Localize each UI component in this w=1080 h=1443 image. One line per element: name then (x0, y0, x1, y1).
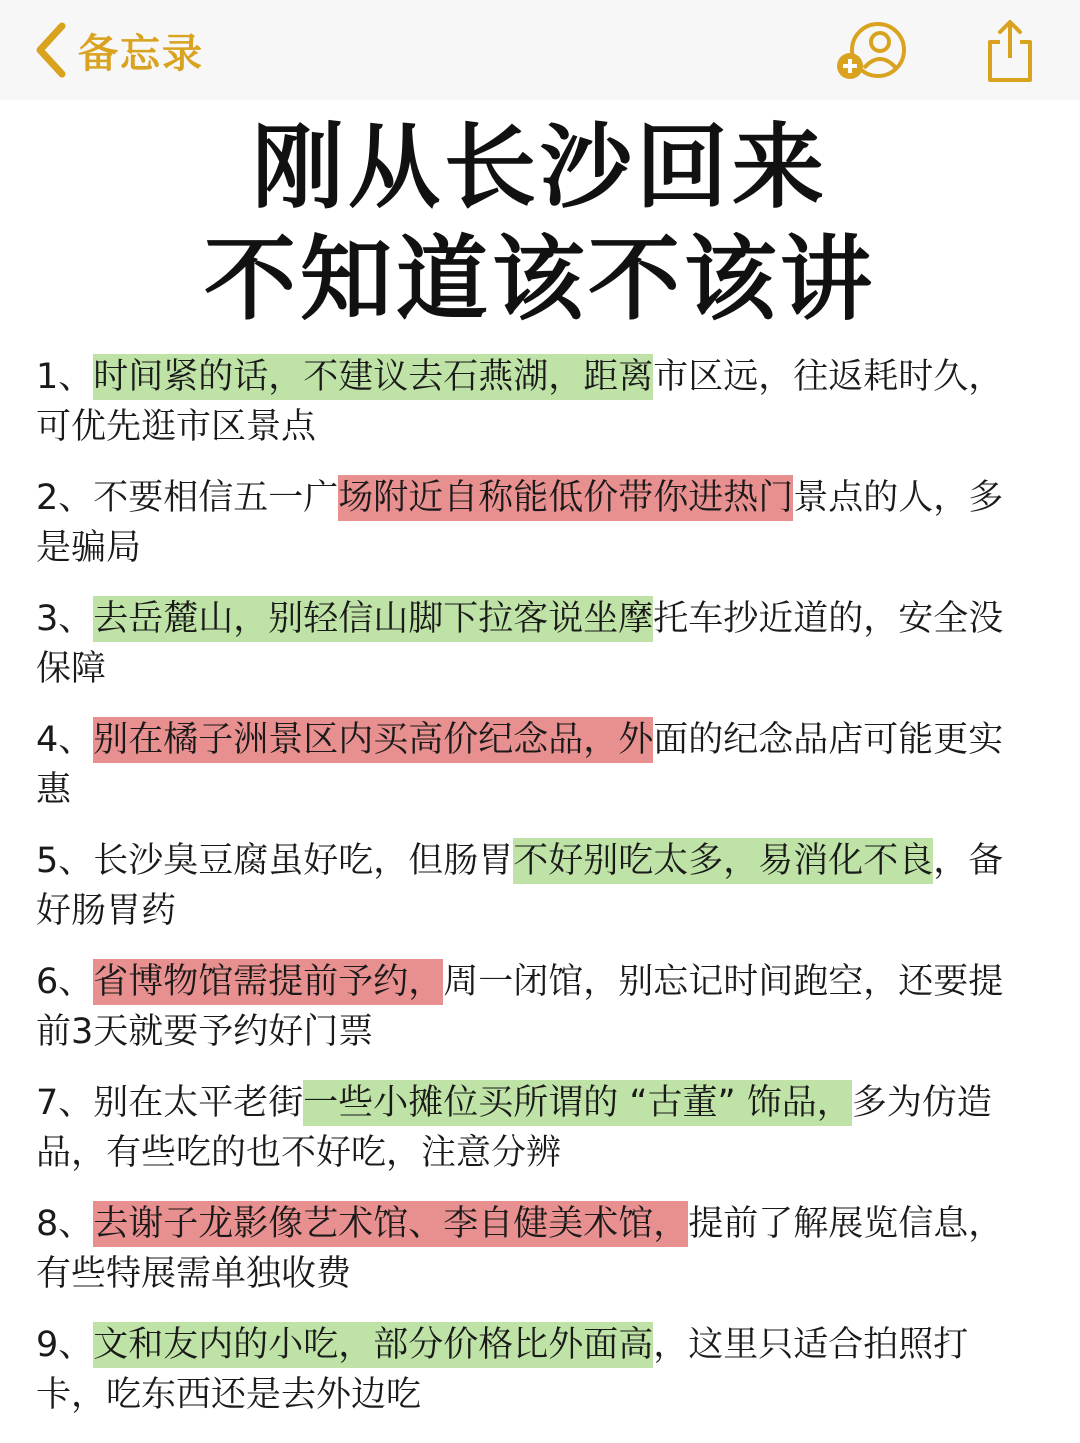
tip-highlight: 去谢子龙影像艺术馆、李自健美术馆， (93, 1201, 688, 1247)
title-line-1: 刚从长沙回来 (251, 114, 828, 221)
add-collaborator-button[interactable] (834, 20, 910, 84)
list-item (36, 1078, 1036, 1178)
list-item (36, 1199, 1036, 1299)
tip-prefix: 8、 (36, 1204, 94, 1244)
tip-rest: 景点的人，多是骗局 (36, 478, 1004, 568)
tip-rest: 市区远，往返耗时久，可优先逛市区景点 (36, 357, 1004, 447)
list-item (36, 957, 1036, 1057)
tip-highlight: 别在橘子洲景区内买高价纪念品，外 (93, 717, 653, 763)
tip-prefix: 1、 (36, 357, 94, 397)
tip-rest: 面的纪念品店可能更实惠 (36, 720, 1004, 810)
tip-prefix: 9、 (36, 1325, 94, 1365)
tip-highlight: 一些小摊位买所谓的 “古董” 饰品， (303, 1080, 852, 1126)
title-line-2: 不知道该不该讲 (203, 226, 876, 333)
note-title (0, 112, 1080, 336)
navigation-bar (0, 0, 1080, 100)
list-item (36, 594, 1036, 694)
list-item (36, 836, 1036, 936)
tip-highlight: 文和友内的小吃，部分价格比外面高 (93, 1322, 653, 1368)
list-item (36, 1320, 1036, 1420)
tips-list (36, 352, 1036, 1441)
add-person-icon (834, 20, 910, 84)
tip-rest: 提前了解展览信息，有些特展需单独收费 (36, 1204, 1004, 1294)
tip-prefix: 5、长沙臭豆腐虽好吃，但肠胃 (36, 841, 514, 881)
tip-highlight: 去岳麓山，别轻信山脚下拉客说坐摩 (93, 596, 653, 642)
tip-rest: 多为仿造品，有些吃的也不好吃，注意分辨 (36, 1083, 992, 1173)
list-item (36, 473, 1036, 573)
tip-rest: 周一闭馆，别忘记时间跑空，还要提前3天就要予约好门票 (36, 962, 1004, 1052)
list-item (36, 352, 1036, 452)
share-icon (982, 18, 1038, 84)
tip-highlight: 场附近自称能低价带你进热门 (338, 475, 793, 521)
tip-rest: ，这里只适合拍照打卡，吃东西还是去外边吃 (36, 1325, 969, 1415)
tip-prefix: 4、 (36, 720, 94, 760)
tip-highlight: 时间紧的话，不建议去石燕湖，距离 (93, 354, 653, 400)
tip-highlight: 省博物馆需提前予约， (93, 959, 443, 1005)
tip-highlight: 不好别吃太多，易消化不良 (513, 838, 933, 884)
back-label: 备忘录 (78, 30, 204, 77)
chevron-left-icon (32, 22, 68, 78)
list-item (36, 715, 1036, 815)
tip-prefix: 2、不要相信五一广 (36, 478, 339, 518)
tip-prefix: 7、别在太平老街 (36, 1083, 304, 1123)
tip-rest: 托车抄近道的，安全没保障 (36, 599, 1004, 689)
tip-prefix: 3、 (36, 599, 94, 639)
tip-rest: ，备好肠胃药 (36, 841, 1004, 931)
back-button[interactable] (32, 18, 204, 82)
share-button[interactable] (982, 18, 1038, 84)
tip-prefix: 6、 (36, 962, 94, 1002)
